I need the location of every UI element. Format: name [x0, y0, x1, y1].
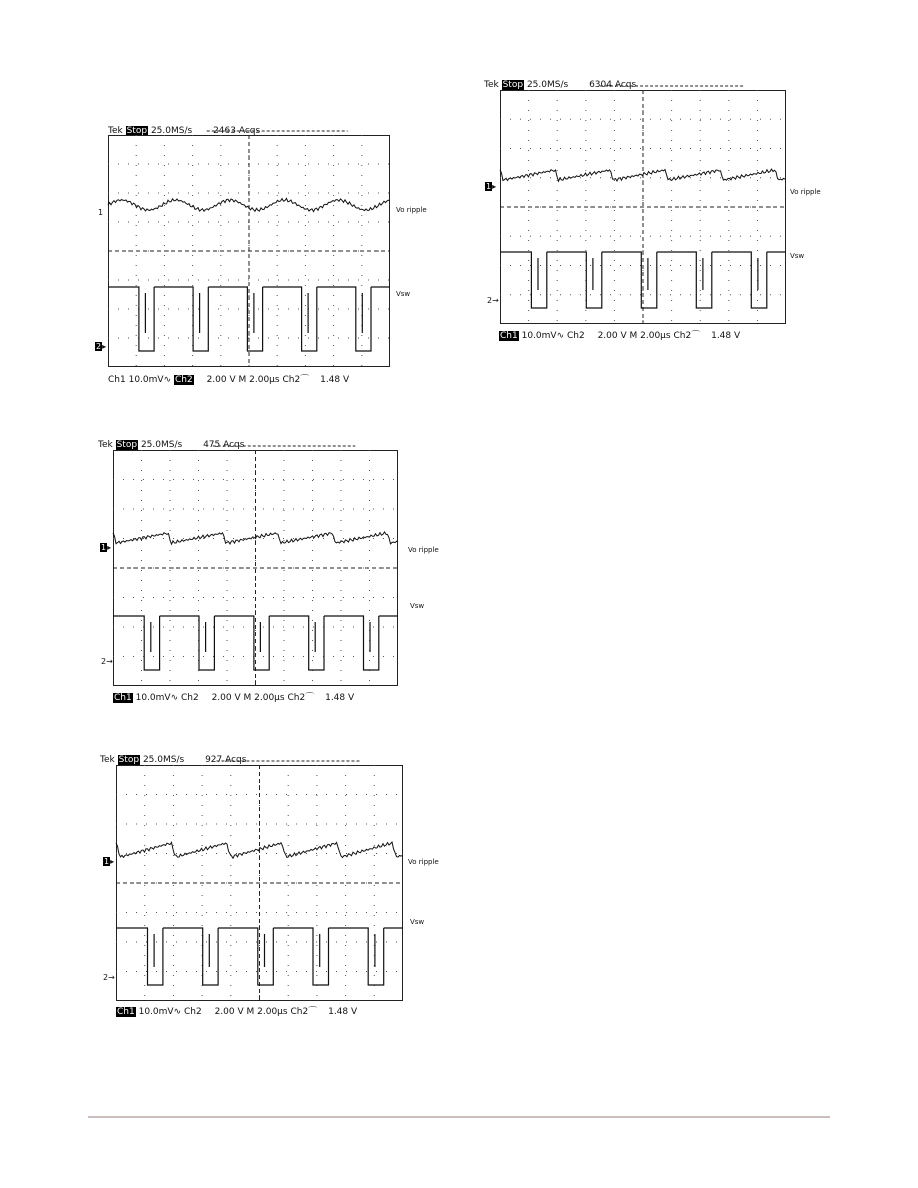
arrow-right-icon: → [106, 657, 113, 666]
trace2-label: Vsw [396, 290, 411, 298]
acquisition-count: 927 Acqs [205, 755, 247, 765]
arrow-right-icon: ▸ [102, 342, 107, 351]
ch2-marker-label: 2 [96, 342, 102, 351]
ch2-label: Ch2 [174, 375, 193, 385]
page-footer-rule [88, 1116, 830, 1118]
arrow-right-icon: ▸ [492, 182, 497, 191]
bw-limit-icon: ∿ [173, 1007, 182, 1017]
ch2-marker-label: 2 [103, 973, 109, 982]
acq-state-badge: Stop [502, 80, 524, 90]
arrow-right-icon: ▸ [107, 543, 112, 552]
bw-limit-icon: ∿ [170, 693, 179, 703]
brand-label: Tek [484, 80, 499, 90]
trace2-label: Vsw [790, 252, 805, 260]
ch1-marker: 1 [98, 208, 104, 217]
rising-edge-icon: ⌒ [300, 375, 310, 385]
arrow-right-icon: → [492, 296, 499, 305]
timebase: M 2.00µs [243, 693, 285, 703]
ch2-scale: 2.00 V [211, 693, 241, 703]
trigger-source: Ch2 [673, 331, 692, 341]
scope-header [98, 440, 244, 450]
scope-header [100, 755, 246, 765]
acquisition-count: 6304 Acqs [589, 80, 637, 90]
ch1-scale: 10.0mV [128, 375, 164, 385]
scope-footer [108, 372, 349, 385]
acq-state-badge: Stop [118, 755, 140, 765]
trace1-label: Vo ripple [790, 188, 821, 196]
ch1-label: Ch1 [117, 1007, 135, 1017]
ch1-label: Ch1 [500, 331, 518, 341]
scope-graticule [500, 90, 786, 324]
ch2-marker [103, 973, 115, 982]
scope-graticule [108, 135, 390, 367]
trace1-label: Vo ripple [396, 206, 427, 214]
arrow-right-icon: → [108, 973, 115, 982]
ch1-scale: 10.0mV [521, 331, 557, 341]
rising-edge-icon: ⌒ [308, 1007, 318, 1017]
ch1-label: Ch1 [114, 693, 132, 703]
ch1-marker [485, 182, 496, 191]
ch2-marker [487, 296, 499, 305]
ch1-marker [103, 857, 114, 866]
timebase: M 2.00µs [629, 331, 671, 341]
acquisition-count: 2463 Acqs [213, 126, 261, 136]
rising-edge-icon: ⌒ [691, 331, 701, 341]
sample-rate: 25.0MS/s [150, 126, 193, 136]
scope-footer [116, 1004, 357, 1017]
scope-footer [113, 690, 354, 703]
ch1-scale: 10.0mV [135, 693, 171, 703]
trace1-label: Vo ripple [408, 858, 439, 866]
ch2-label: Ch2 [566, 331, 585, 341]
ch2-scale: 2.00 V [206, 375, 236, 385]
acq-state-badge: Stop [116, 440, 138, 450]
brand-label: Tek [98, 440, 113, 450]
bw-limit-icon: ∿ [163, 375, 172, 385]
arrow-right-icon: ▸ [110, 857, 115, 866]
trigger-level: 1.48 V [325, 693, 355, 703]
brand-label: Tek [108, 126, 123, 136]
bw-limit-icon: ∿ [556, 331, 565, 341]
trigger-level: 1.48 V [328, 1007, 358, 1017]
ch1-scale: 10.0mV [138, 1007, 174, 1017]
ch2-marker-label: 2 [101, 657, 107, 666]
brand-label: Tek [100, 755, 115, 765]
trigger-source: Ch2 [282, 375, 301, 385]
ch1-marker-label: 1 [486, 182, 492, 191]
sample-rate: 25.0MS/s [142, 755, 185, 765]
ch2-marker-label: 2 [487, 296, 493, 305]
ch1-marker-label: 1 [101, 543, 107, 552]
ch2-label: Ch2 [183, 1007, 202, 1017]
ch2-scale: 2.00 V [597, 331, 627, 341]
ch2-marker [101, 657, 113, 666]
trace1-label: Vo ripple [408, 546, 439, 554]
rising-edge-icon: ⌒ [305, 693, 315, 703]
trigger-source: Ch2 [290, 1007, 309, 1017]
scope-graticule [116, 765, 403, 1001]
scope-header [484, 80, 636, 90]
timebase: M 2.00µs [238, 375, 280, 385]
sample-rate: 25.0MS/s [526, 80, 569, 90]
trace2-label: Vsw [410, 918, 425, 926]
trigger-source: Ch2 [287, 693, 306, 703]
scope-graticule [113, 450, 398, 686]
ch1-label: Ch1 [108, 375, 126, 385]
timebase: M 2.00µs [246, 1007, 288, 1017]
trigger-level: 1.48 V [711, 331, 741, 341]
trace2-label: Vsw [410, 602, 425, 610]
acq-state-badge: Stop [126, 126, 148, 136]
acquisition-count: 475 Acqs [203, 440, 245, 450]
sample-rate: 25.0MS/s [140, 440, 183, 450]
scope-footer [499, 328, 740, 341]
ch2-marker [95, 342, 106, 351]
trigger-level: 1.48 V [320, 375, 350, 385]
ch1-marker-label: 1 [104, 857, 110, 866]
ch2-label: Ch2 [180, 693, 199, 703]
ch1-marker [100, 543, 111, 552]
ch2-scale: 2.00 V [214, 1007, 244, 1017]
